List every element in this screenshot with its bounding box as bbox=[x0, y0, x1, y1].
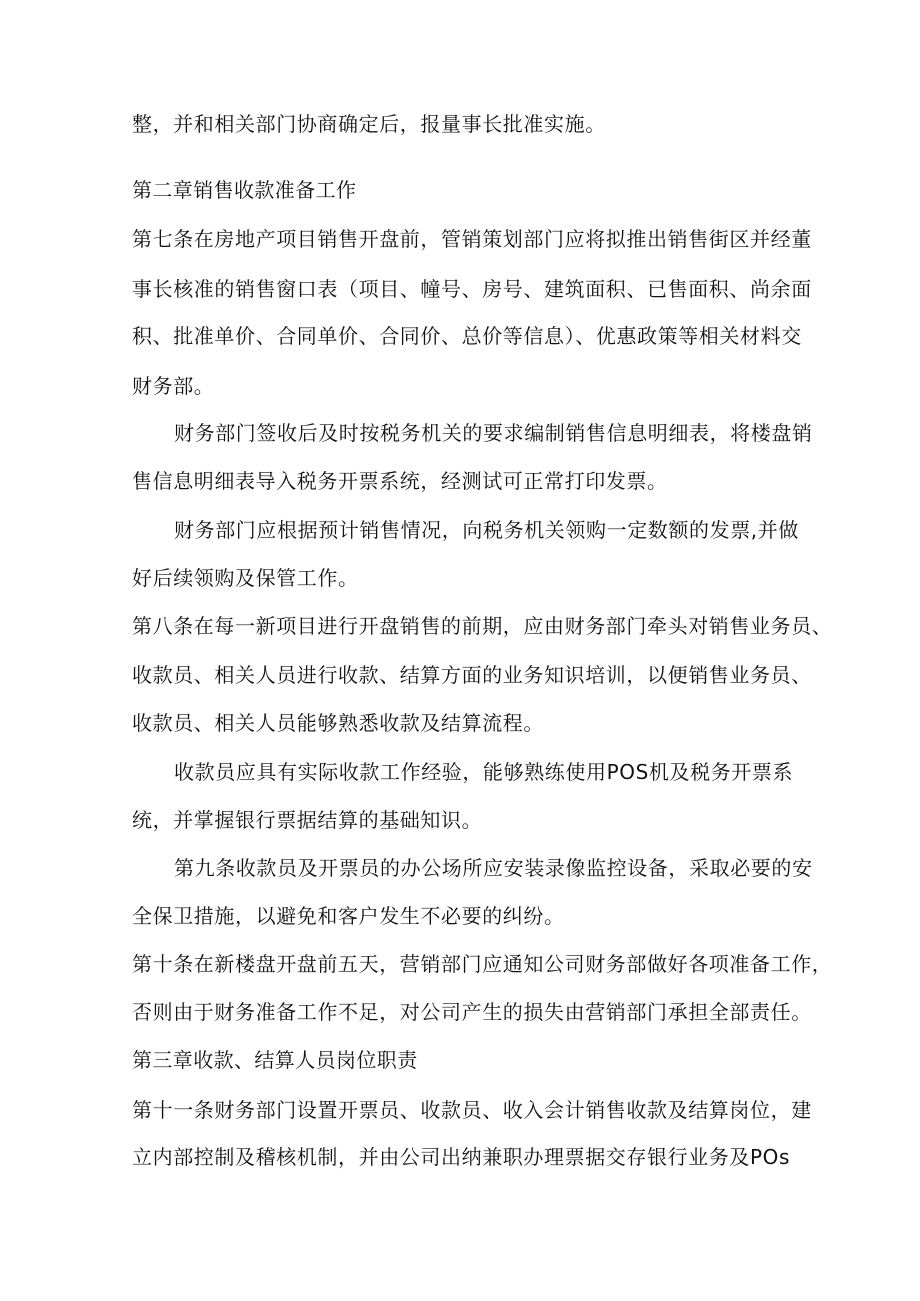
paragraph-line: 收款员、相关人员进行收款、结算方面的业务知识培训，以便销售业务员、 bbox=[132, 663, 812, 687]
paragraph-line: 第十一条财务部门设置开票员、收款员、收入会计销售收款及结算岗位，建 bbox=[132, 1098, 812, 1122]
paragraph-line: 第十条在新楼盘开盘前五天，营销部门应通知公司财务部做好各项准备工作， bbox=[132, 952, 833, 976]
paragraph-line: 财务部。 bbox=[132, 374, 215, 398]
paragraph-line: 第九条收款员及开票员的办公场所应安装录像监控设备，采取必要的安 bbox=[174, 856, 813, 880]
paragraph-line: 第八条在每一新项目进行开盘销售的前期，应由财务部门牵头对销售业务员、 bbox=[132, 614, 833, 638]
paragraph-line: 全保卫措施，以避免和客户发生不必要的纠纷。 bbox=[132, 904, 565, 928]
paragraph-line: 第七条在房地产项目销售开盘前，管销策划部门应将拟推出销售街区并经董 bbox=[132, 227, 812, 251]
paragraph-line: 否则由于财务准备工作不足，对公司产生的损失由营销部门承担全部责任。 bbox=[132, 1000, 812, 1024]
paragraph-line: 收款员、相关人员能够熟悉收款及结算流程。 bbox=[132, 711, 544, 735]
paragraph-line: 好后续领购及保管工作。 bbox=[132, 566, 359, 590]
paragraph-line: 整，并和相关部门协商确定后，报量事长批准实施。 bbox=[132, 112, 606, 136]
paragraph-line: 统，并掌握银行票据结算的基础知识。 bbox=[132, 808, 483, 832]
paragraph-line: 财务部门应根据预计销售情况，向税务机关领购一定数额的发票,并做 bbox=[174, 518, 799, 542]
paragraph-line: 事长核准的销售窗口表（项目、幢号、房号、建筑面积、已售面积、尚余面 bbox=[132, 277, 812, 301]
chapter-heading: 第三章收款、结算人员岗位职责 bbox=[132, 1048, 418, 1072]
paragraph-line: 售信息明细表导入税务开票系统，经测试可正常打印发票。 bbox=[132, 469, 668, 493]
chapter-heading: 第二章销售收款准备工作 bbox=[132, 178, 357, 202]
paragraph-line: 立内部控制及稽核机制，并由公司出纳兼职办理票据交存银行业务及POs bbox=[132, 1145, 791, 1169]
paragraph-line: 积、批准单价、合同单价、合同价、总价等信息）、优惠政策等相关材料交 bbox=[132, 324, 802, 348]
paragraph-line: 财务部门签收后及时按税务机关的要求编制销售信息明细表，将楼盘销 bbox=[174, 421, 813, 445]
paragraph-line: 收款员应具有实际收款工作经验，能够熟练使用POS机及税务开票系 bbox=[174, 760, 794, 784]
